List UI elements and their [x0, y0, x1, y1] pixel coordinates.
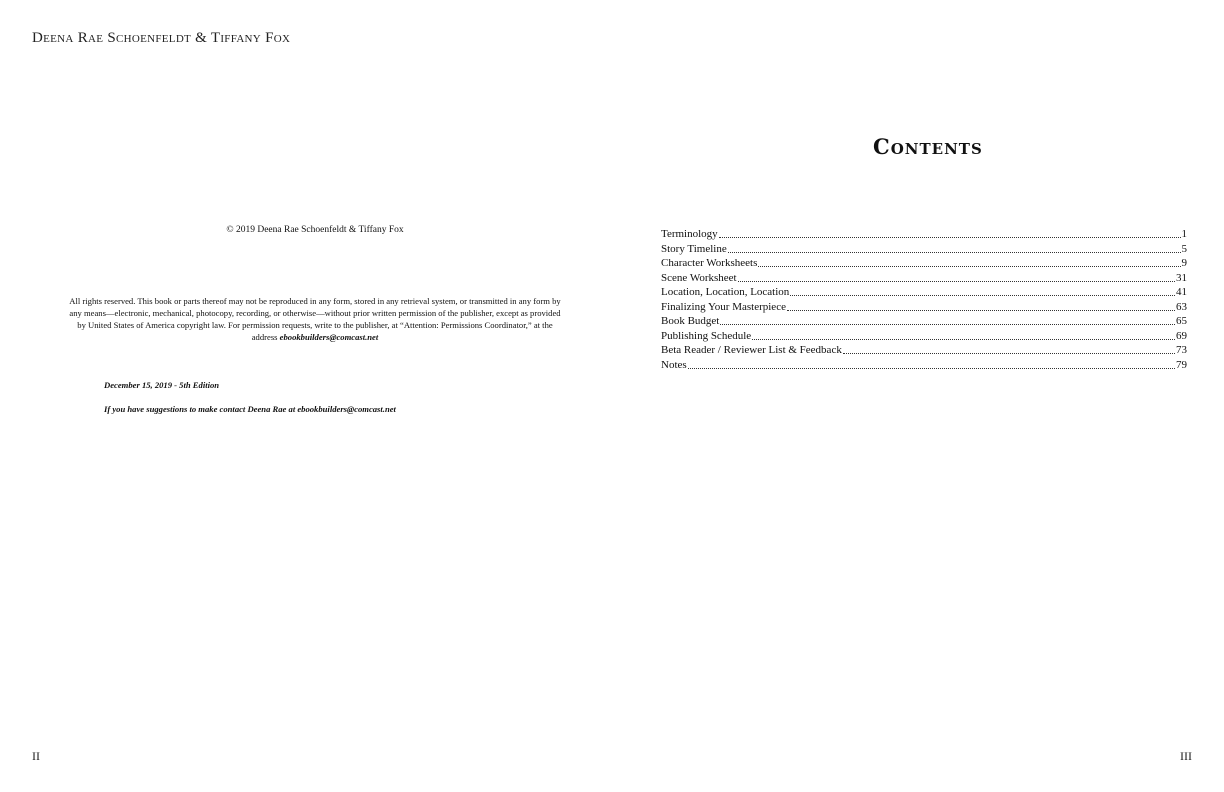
toc-entry-title: Publishing Schedule: [661, 329, 752, 342]
rights-text: All rights reserved. This book or parts thereof may not be reproduced in any form, stored in any retrieval system, or transmitted in any form by any means—electronic, mechanical, photocopy, recording, or otherwise—without prior written permission of the publisher, except as provided by United States of America copyright law. For permission requests, write to the publisher, at “Attention: Permissions Coordinator,” at the address: [69, 296, 561, 342]
toc-entry-title: Character Worksheets: [661, 257, 758, 269]
folio-left: II: [32, 749, 40, 763]
toc-entry[interactable]: [661, 314, 1187, 329]
toc-leader-dots: [728, 242, 1181, 253]
toc-entry-page: 65: [1176, 315, 1187, 327]
toc-leader-dots: [843, 343, 1175, 354]
toc-entry-page: 73: [1176, 344, 1187, 356]
toc-entry-title: Terminology: [661, 228, 718, 240]
toc-leader-dots: [688, 358, 1175, 369]
suggestion-line: If you have suggestions to make contact Deena Rae at ebookbuilders@comcast.net: [104, 404, 396, 414]
toc-entry[interactable]: [661, 329, 1187, 344]
toc-entry-page: 69: [1176, 329, 1187, 342]
toc-entry-title: Location, Location, Location: [661, 286, 790, 298]
toc-entry[interactable]: [661, 256, 1187, 271]
toc-entry-title: Finalizing Your Masterpiece: [661, 300, 786, 313]
toc-entry-page: 1: [1181, 228, 1187, 240]
toc-entry-title: Scene Worksheet: [661, 271, 737, 284]
toc-entry-title: Notes: [661, 358, 687, 371]
toc-entry-title: Book Budget: [661, 315, 720, 327]
toc-leader-dots: [758, 256, 1180, 267]
toc-entry-page: 9: [1181, 257, 1187, 269]
toc-entry[interactable]: [661, 242, 1187, 257]
toc-leader-dots: [738, 271, 1175, 282]
rights-email: ebookbuilders@comcast.net: [279, 332, 379, 342]
edition-line: December 15, 2019 - 5th Edition: [104, 380, 220, 390]
table-of-contents: [661, 227, 1187, 372]
toc-entry-page: 31: [1176, 271, 1187, 284]
toc-leader-dots: [720, 314, 1175, 325]
toc-leader-dots: [719, 227, 1181, 238]
toc-entry-page: 79: [1176, 358, 1187, 371]
toc-entry-page: 5: [1181, 242, 1187, 255]
toc-entry-title: Story Timeline: [661, 242, 727, 255]
toc-entry[interactable]: [661, 227, 1187, 242]
contents-title: Contents: [873, 134, 983, 159]
toc-leader-dots: [787, 300, 1175, 311]
toc-entry-page: 63: [1176, 300, 1187, 313]
toc-entry-title: Beta Reader / Reviewer List & Feedback: [661, 344, 842, 356]
toc-entry[interactable]: [661, 285, 1187, 300]
toc-entry[interactable]: [661, 271, 1187, 286]
folio-right: III: [1180, 749, 1192, 763]
right-page: [612, 0, 1224, 792]
toc-entry[interactable]: [661, 300, 1187, 315]
copyright-line: © 2019 Deena Rae Schoenfeldt & Tiffany Fox: [226, 225, 404, 235]
rights-reserved-notice: [66, 295, 564, 343]
toc-entry[interactable]: [661, 358, 1187, 373]
toc-entry-page: 41: [1176, 286, 1187, 298]
toc-leader-dots: [752, 329, 1175, 340]
toc-entry[interactable]: [661, 343, 1187, 358]
toc-leader-dots: [790, 285, 1175, 296]
running-head-authors: Deena Rae Schoenfeldt & Tiffany Fox: [32, 30, 291, 46]
